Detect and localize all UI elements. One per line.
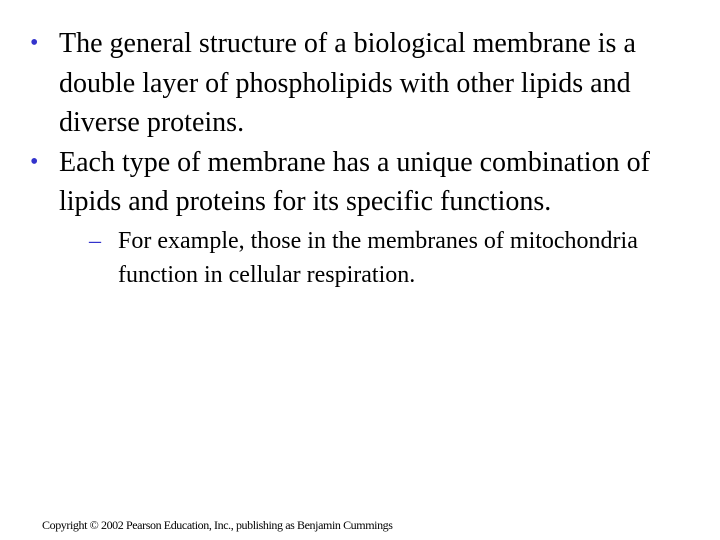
sub-bullet-text: For example, those in the membranes of mitochondria function in cellular respiration. <box>118 227 638 288</box>
copyright-footer: Copyright © 2002 Pearson Education, Inc., publishing as Benjamin Cummings <box>42 518 393 532</box>
sub-bullet-marker: – <box>89 227 101 254</box>
bullet-text: Each type of membrane has a unique combination of lipids and proteins for its specific functions. <box>59 146 650 217</box>
bullet-marker: • <box>30 30 39 56</box>
sub-bullet-item-mitochondria <box>89 224 678 293</box>
bullet-list <box>30 24 690 293</box>
bullet-item-membrane-types <box>30 143 690 293</box>
bullet-item-membrane-structure <box>30 24 690 143</box>
bullet-text: The general structure of a biological membrane is a double layer of phospholipids with other lipids and diverse proteins. <box>59 28 636 138</box>
bullet-marker: • <box>30 148 39 175</box>
